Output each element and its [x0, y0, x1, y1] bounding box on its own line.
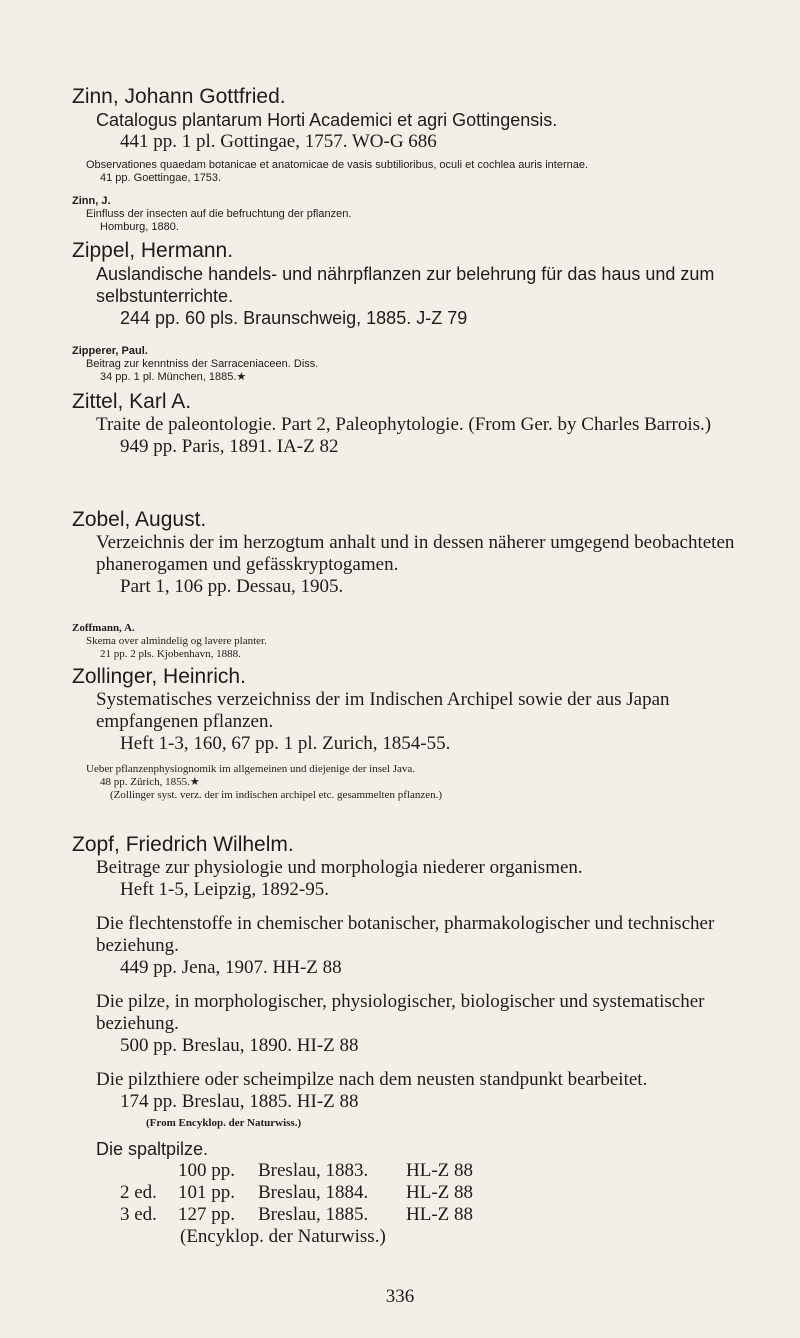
work-title: Verzeichnis der im herzogtum anhalt und in dessen näherer umgegend beobachteten phanerogamen und gefässkryptogamen. [96, 532, 735, 575]
author-heading: Zinn, Johann Gottfried. [72, 85, 286, 108]
work-details: 34 pp. 1 pl. München, 1885.★ [100, 371, 247, 383]
edition-label: 2 ed. [120, 1182, 157, 1203]
work-details: Heft 1-3, 160, 67 pp. 1 pl. Zurich, 1854-55. [120, 733, 451, 754]
zopf-work-1 [0, 857, 800, 901]
work-details: Homburg, 1880. [100, 221, 179, 233]
work-details: 21 pp. 2 pls. Kjobenhavn, 1888. [100, 648, 241, 660]
related-work-note: (Zollinger syst. verz. der im indischen archipel etc. gesammelten pflanzen.) [110, 789, 443, 801]
work-title: Die pilzthiere oder scheimpilze nach dem neusten standpunkt bearbeitet. [96, 1069, 648, 1090]
author-heading: Zollinger, Heinrich. [72, 665, 246, 688]
edition-label: 3 ed. [120, 1204, 157, 1225]
edition-row [120, 1204, 744, 1226]
work-title: Catalogus plantarum Horti Academici et agri Gottingensis. [96, 110, 558, 130]
edition-call-number: HL-Z 88 [406, 1182, 474, 1203]
entry-zinn-jg [0, 84, 800, 185]
zopf-work-2 [0, 913, 800, 979]
work-title: Systematisches verzeichniss der im Indischen Archipel sowie der aus Japan empfangenen pflanzen. [96, 689, 670, 732]
author-heading: Zobel, August. [72, 508, 207, 531]
related-work-title: Observationes quaedam botanicae et anatomicae de vasis subtilioribus, oculi et cochlea auris internae. [86, 159, 589, 171]
author-heading: Zoffmann, A. [72, 622, 135, 634]
entry-zobel [0, 507, 800, 598]
work-details: 449 pp. Jena, 1907. HH-Z 88 [120, 957, 342, 978]
edition-list [96, 1160, 744, 1248]
author-heading: Zittel, Karl A. [72, 390, 192, 413]
work-title: Beitrag zur kenntniss der Sarraceniaceen. Diss. [86, 358, 319, 370]
zopf-work-4 [0, 1069, 800, 1130]
related-work-title: Ueber pflanzenphysiognomik im allgemeinen und diejenige der insel Java. [86, 763, 415, 775]
edition-place: Breslau, 1884. [258, 1182, 369, 1203]
entry-zoffmann [0, 622, 800, 661]
work-title: Auslandische handels- und nährpflanzen zur belehrung für das haus und zum selbstunterrichte. [96, 264, 715, 306]
entry-zopf [0, 832, 800, 1248]
work-title: Die spaltpilze. [96, 1139, 209, 1159]
related-work-details: 48 pp. Zürich, 1855.★ [100, 776, 200, 788]
work-details: Heft 1-5, Leipzig, 1892-95. [120, 879, 329, 900]
zopf-spaltpilze [0, 1138, 800, 1248]
author-heading: Zipperer, Paul. [72, 345, 148, 357]
work-details: 500 pp. Breslau, 1890. HI-Z 88 [120, 1035, 359, 1056]
edition-place: Breslau, 1883. [258, 1160, 369, 1181]
entry-zittel [0, 389, 800, 458]
edition-pages: 101 pp. [178, 1182, 235, 1203]
work-title: Traite de paleontologie. Part 2, Paleophytologie. (From Ger. by Charles Barrois.) [96, 414, 712, 435]
author-heading: Zopf, Friedrich Wilhelm. [72, 833, 294, 856]
work-note: (From Encyklop. der Naturwiss.) [146, 1117, 302, 1129]
entry-zipperer [0, 345, 800, 384]
edition-row [120, 1160, 744, 1182]
work-title: Die pilze, in morphologischer, physiologischer, biologischer und systematischer beziehung. [96, 991, 705, 1034]
work-title: Die flechtenstoffe in chemischer botanischer, pharmakologischer und technischer beziehung. [96, 913, 715, 956]
work-title: Skema over almindelig og lavere planter. [86, 635, 267, 647]
work-details: 441 pp. 1 pl. Gottingae, 1757. WO-G 686 [120, 131, 437, 152]
edition-label [120, 1160, 178, 1182]
series-note: (Encyklop. der Naturwiss.) [180, 1226, 386, 1247]
work-title: Einfluss der insecten auf die befruchtung der pflanzen. [86, 208, 352, 220]
edition-row [120, 1182, 744, 1204]
related-work-details: 41 pp. Goettingae, 1753. [100, 172, 222, 184]
work-details: 174 pp. Breslau, 1885. HI-Z 88 [120, 1091, 359, 1112]
work-title: Beitrage zur physiologie und morphologia niederer organismen. [96, 857, 583, 878]
edition-place: Breslau, 1885. [258, 1204, 369, 1225]
work-details: 949 pp. Paris, 1891. IA-Z 82 [120, 436, 339, 457]
edition-pages: 127 pp. [178, 1204, 235, 1225]
work-details: Part 1, 106 pp. Dessau, 1905. [120, 576, 344, 597]
edition-pages: 100 pp. [178, 1160, 235, 1181]
page-number: 336 [385, 1286, 415, 1307]
edition-call-number: HL-Z 88 [406, 1160, 474, 1181]
work-details: 244 pp. 60 pls. Braunschweig, 1885. J-Z 79 [120, 308, 468, 328]
entry-zippel [0, 238, 800, 329]
author-heading: Zippel, Hermann. [72, 239, 234, 262]
entry-zinn-j [0, 195, 800, 234]
entry-zollinger [0, 664, 800, 802]
author-heading: Zinn, J. [72, 195, 111, 207]
edition-call-number: HL-Z 88 [406, 1204, 474, 1225]
zopf-work-3 [0, 991, 800, 1057]
